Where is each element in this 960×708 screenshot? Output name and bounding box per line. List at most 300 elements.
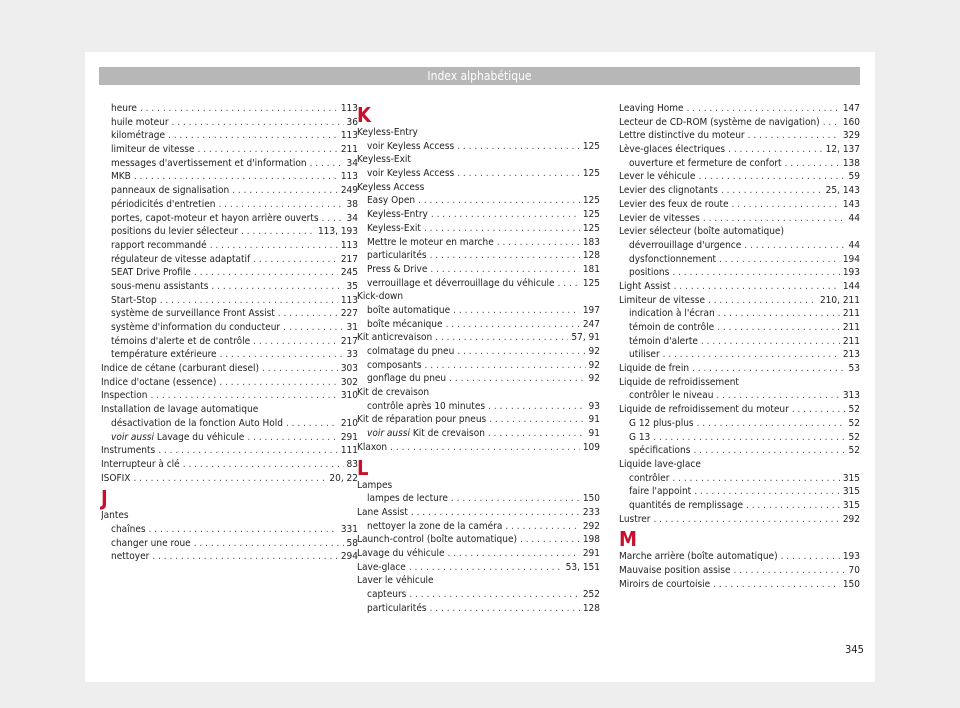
page-ref: 125 bbox=[582, 195, 600, 207]
leader-dots bbox=[409, 588, 580, 602]
leader-dots bbox=[194, 266, 338, 280]
index-entry bbox=[357, 533, 600, 547]
page-ref: 59 bbox=[848, 171, 860, 183]
index-entry bbox=[357, 126, 600, 140]
entry-label: Levier de vitesses bbox=[619, 212, 700, 224]
entry-label: dysfonctionnement bbox=[629, 253, 717, 265]
index-entry bbox=[357, 181, 600, 195]
page-ref: 210 bbox=[340, 417, 358, 429]
index-subentry bbox=[101, 280, 358, 294]
entry-label: Liquide de refroidissement bbox=[619, 376, 739, 388]
leader-dots bbox=[133, 472, 326, 486]
page-ref: 315 bbox=[842, 472, 860, 484]
leader-dots bbox=[411, 506, 580, 520]
entry-label: Lustrer bbox=[619, 513, 651, 525]
page-ref: 91 bbox=[588, 414, 600, 426]
page-ref: 198 bbox=[582, 534, 600, 546]
entry-label: Levier des clignotants bbox=[619, 185, 718, 197]
page-ref: 52 bbox=[848, 417, 860, 429]
page-ref: 310 bbox=[340, 390, 358, 402]
page-ref: 125 bbox=[582, 140, 600, 152]
leader-dots bbox=[732, 198, 840, 212]
page-ref: 294 bbox=[340, 551, 358, 563]
entry-label: Levier des feux de route bbox=[619, 198, 729, 210]
leader-dots bbox=[430, 263, 579, 277]
entry-label: faire l'appoint bbox=[629, 486, 692, 498]
page-ref: 52 bbox=[848, 445, 860, 457]
page-ref: 128 bbox=[582, 602, 600, 614]
index-entry bbox=[619, 362, 860, 376]
page-ref: 329 bbox=[842, 130, 860, 142]
page-ref: 313 bbox=[842, 390, 860, 402]
leader-dots bbox=[457, 167, 580, 181]
index-entry bbox=[619, 184, 860, 198]
index-entry bbox=[357, 290, 600, 304]
index-subentry bbox=[101, 253, 358, 267]
index-subentry bbox=[357, 492, 600, 506]
index-subentry bbox=[101, 417, 358, 431]
entry-label: Liquide de refroidissement du moteur bbox=[619, 404, 789, 416]
page-ref: 227 bbox=[340, 308, 358, 320]
leader-dots bbox=[152, 550, 337, 564]
page-ref: 143 bbox=[842, 198, 860, 210]
index-subentry bbox=[101, 239, 358, 253]
page-ref: 291 bbox=[582, 547, 600, 559]
index-subentry bbox=[101, 550, 358, 564]
entry-label: boîte mécanique bbox=[367, 318, 443, 330]
page-ref: 57, 91 bbox=[571, 332, 600, 344]
index-subentry bbox=[619, 472, 860, 486]
leader-dots bbox=[703, 212, 846, 226]
index-subentry bbox=[101, 225, 358, 239]
entry-label: Keyless-Exit bbox=[367, 222, 421, 234]
leader-dots bbox=[194, 537, 344, 551]
index-entry bbox=[101, 389, 358, 403]
index-entry bbox=[357, 413, 600, 427]
index-subentry bbox=[101, 537, 358, 551]
index-entry bbox=[357, 153, 600, 167]
page-ref: 38 bbox=[346, 198, 358, 210]
index-entry bbox=[101, 472, 358, 486]
page-ref: 315 bbox=[842, 499, 860, 511]
index-entry bbox=[101, 444, 358, 458]
leader-dots bbox=[694, 485, 840, 499]
leader-dots bbox=[497, 236, 580, 250]
entry-label: déverrouillage d'urgence bbox=[629, 239, 742, 251]
entry-label: voir aussi Lavage du véhicule bbox=[111, 431, 245, 443]
leader-dots bbox=[134, 170, 338, 184]
entry-label: Start-Stop bbox=[111, 294, 157, 306]
index-subentry bbox=[357, 263, 600, 277]
entry-label: Kit de réparation pour pneus bbox=[357, 414, 487, 426]
index-entry bbox=[619, 129, 860, 143]
see-also-label: voir aussi bbox=[367, 428, 413, 440]
leader-dots bbox=[158, 444, 338, 458]
entry-label: Lever le véhicule bbox=[619, 171, 696, 183]
page-ref: 233 bbox=[582, 506, 600, 518]
entry-label: Limiteur de vitesse bbox=[619, 294, 705, 306]
index-entry bbox=[357, 479, 600, 493]
leader-dots bbox=[424, 222, 580, 236]
page-ref: 138 bbox=[842, 157, 860, 169]
entry-label: système de surveillance Front Assist bbox=[111, 308, 275, 320]
see-also-label: voir aussi bbox=[111, 431, 157, 443]
leader-dots bbox=[451, 492, 580, 506]
leader-dots bbox=[653, 513, 839, 527]
page-ref: 181 bbox=[582, 263, 600, 275]
page-ref: 211 bbox=[842, 322, 860, 333]
index-section-letter: J bbox=[101, 486, 108, 511]
index-subentry bbox=[357, 277, 600, 291]
entry-label: huile moteur bbox=[111, 116, 169, 128]
leader-dots bbox=[210, 239, 338, 253]
index-entry bbox=[101, 509, 358, 523]
leader-dots bbox=[425, 359, 586, 373]
page-ref: 194 bbox=[842, 253, 860, 265]
index-entry bbox=[619, 143, 860, 157]
leader-dots bbox=[823, 116, 840, 130]
entry-label: témoin de contrôle bbox=[629, 322, 715, 333]
entry-label: colmatage du pneu bbox=[367, 346, 455, 357]
index-subentry bbox=[619, 335, 860, 349]
index-subentry bbox=[357, 249, 600, 263]
leader-dots bbox=[713, 578, 840, 592]
page-ref: 315 bbox=[842, 486, 860, 498]
page-ref: 211 bbox=[842, 335, 860, 347]
leader-dots bbox=[718, 307, 840, 321]
index-section-letter: L bbox=[357, 455, 369, 480]
leader-dots bbox=[253, 253, 338, 267]
leader-dots bbox=[218, 198, 343, 212]
entry-label: voir aussi Kit de crevaison bbox=[367, 428, 485, 440]
leader-dots bbox=[183, 458, 344, 472]
page-ref: 113 bbox=[340, 239, 358, 251]
index-entry bbox=[619, 225, 860, 239]
leader-dots bbox=[262, 362, 338, 376]
entry-label: Indice d'octane (essence) bbox=[101, 376, 217, 388]
entry-label: composants bbox=[367, 359, 422, 371]
index-subentry bbox=[357, 208, 600, 222]
index-subentry bbox=[357, 194, 600, 208]
page-ref: 113, 193 bbox=[317, 226, 358, 238]
page-ref: 58 bbox=[346, 537, 358, 549]
entry-label: particularités bbox=[367, 602, 427, 614]
page-ref: 249 bbox=[340, 185, 358, 197]
leader-dots bbox=[728, 143, 823, 157]
entry-label: Mauvaise position assise bbox=[619, 565, 731, 576]
leader-dots bbox=[430, 249, 580, 263]
entry-label: changer une roue bbox=[111, 537, 191, 549]
index-column-1 bbox=[101, 102, 358, 564]
entry-label: température extérieure bbox=[111, 349, 217, 361]
entry-label: périodicités d'entretien bbox=[111, 198, 216, 210]
entry-label: boîte automatique bbox=[367, 304, 451, 316]
entry-label: contrôler le niveau bbox=[629, 390, 714, 402]
leader-dots bbox=[150, 389, 337, 403]
index-subentry bbox=[101, 523, 358, 537]
entry-label: nettoyer bbox=[111, 551, 150, 563]
leader-dots bbox=[488, 427, 586, 441]
leader-dots bbox=[785, 157, 840, 171]
leader-dots bbox=[160, 294, 338, 308]
index-entry bbox=[619, 102, 860, 116]
page-ref: 113 bbox=[340, 130, 358, 142]
page-ref: 150 bbox=[842, 578, 860, 590]
index-entry bbox=[357, 574, 600, 588]
leader-dots bbox=[672, 472, 839, 486]
page-ref: 92 bbox=[588, 346, 600, 357]
page-ref: 53 bbox=[848, 363, 860, 375]
index-subentry bbox=[357, 588, 600, 602]
index-subentry bbox=[357, 222, 600, 236]
page-ref: 125 bbox=[582, 168, 600, 180]
index-subentry bbox=[357, 318, 600, 332]
entry-label: Kit anticrevaison bbox=[357, 332, 433, 344]
entry-label: Interrupteur à clé bbox=[101, 458, 180, 470]
leader-dots bbox=[746, 499, 840, 513]
leader-dots bbox=[457, 345, 585, 359]
page-ref: 144 bbox=[842, 280, 860, 292]
page-ref: 128 bbox=[582, 250, 600, 262]
index-subentry bbox=[101, 198, 358, 212]
index-subentry bbox=[357, 304, 600, 318]
index-entry bbox=[357, 547, 600, 561]
page-ref: 35 bbox=[346, 280, 358, 292]
index-column-3 bbox=[619, 102, 860, 591]
leader-dots bbox=[435, 331, 568, 345]
entry-label: lampes de lecture bbox=[367, 493, 448, 505]
leader-dots bbox=[488, 400, 585, 414]
leader-dots bbox=[172, 116, 344, 130]
page-ref: 303 bbox=[340, 363, 358, 375]
page-ref: 12, 137 bbox=[825, 144, 860, 156]
entry-label: Jantes bbox=[101, 510, 129, 522]
leader-dots bbox=[390, 441, 580, 455]
entry-label: Launch-control (boîte automatique) bbox=[357, 534, 517, 546]
index-entry bbox=[619, 458, 860, 472]
entry-label: Lampes bbox=[357, 479, 393, 491]
index-subentry bbox=[101, 170, 358, 184]
index-subentry bbox=[101, 307, 358, 321]
page-ref: 245 bbox=[340, 267, 358, 279]
entry-label: messages d'avertissement et d'information bbox=[111, 157, 307, 169]
page-ref: 213 bbox=[842, 349, 860, 361]
entry-label: Lecteur de CD-ROM (système de navigation) bbox=[619, 116, 820, 128]
page-ref: 111 bbox=[340, 445, 358, 457]
entry-label: contrôle après 10 minutes bbox=[367, 400, 486, 412]
entry-label: Easy Open bbox=[367, 195, 416, 207]
index-subentry bbox=[619, 239, 860, 253]
entry-label: spécifications bbox=[629, 445, 691, 457]
entry-label: Keyless-Entry bbox=[357, 127, 418, 138]
entry-label: voir Keyless Access bbox=[367, 168, 455, 180]
page-ref: 125 bbox=[582, 209, 600, 221]
index-subentry bbox=[101, 102, 358, 116]
leader-dots bbox=[698, 170, 845, 184]
leader-dots bbox=[674, 280, 840, 294]
page-ref: 211 bbox=[842, 308, 860, 320]
index-entry bbox=[619, 376, 860, 390]
index-subentry bbox=[357, 359, 600, 373]
page-ref: 217 bbox=[340, 253, 358, 265]
page-ref: 31 bbox=[346, 322, 358, 333]
leader-dots bbox=[431, 208, 580, 222]
index-subentry bbox=[357, 520, 600, 534]
index-subentry bbox=[619, 444, 860, 458]
page-ref: 291 bbox=[340, 431, 358, 443]
leader-dots bbox=[418, 194, 580, 208]
leader-dots bbox=[721, 184, 823, 198]
index-subentry bbox=[619, 485, 860, 499]
page-ref: 302 bbox=[340, 376, 358, 388]
entry-label: Miroirs de courtoisie bbox=[619, 578, 711, 590]
entry-label: Liquide lave-glace bbox=[619, 458, 701, 470]
entry-label: ISOFIX bbox=[101, 472, 131, 484]
entry-label: portes, capot-moteur et hayon arrière ouverts bbox=[111, 212, 319, 224]
leader-dots bbox=[672, 266, 840, 280]
leader-dots bbox=[792, 403, 846, 417]
index-entry bbox=[619, 550, 860, 564]
leader-dots bbox=[697, 417, 846, 431]
page-header: Index alphabétique bbox=[99, 67, 860, 85]
index-column-2 bbox=[357, 102, 600, 615]
entry-label: panneaux de signalisation bbox=[111, 185, 230, 197]
page-ref: 247 bbox=[582, 318, 600, 330]
page-ref: 36 bbox=[346, 116, 358, 128]
entry-label: désactivation de la fonction Auto Hold bbox=[111, 417, 283, 429]
entry-label: kilométrage bbox=[111, 130, 165, 142]
leader-dots bbox=[781, 550, 840, 564]
page-ref: 93 bbox=[588, 400, 600, 412]
leader-dots bbox=[310, 157, 344, 171]
index-entry bbox=[619, 212, 860, 226]
index-subentry bbox=[619, 417, 860, 431]
entry-label: régulateur de vitesse adaptatif bbox=[111, 253, 251, 265]
leader-dots bbox=[558, 277, 580, 291]
leader-dots bbox=[687, 102, 840, 116]
index-subentry bbox=[619, 389, 860, 403]
entry-label: Levier sélecteur (boîte automatique) bbox=[619, 226, 784, 238]
page-ref: 113 bbox=[340, 294, 358, 306]
leader-dots bbox=[241, 225, 315, 239]
index-entry bbox=[357, 506, 600, 520]
entry-label: sous-menu assistants bbox=[111, 280, 209, 292]
entry-label: Liquide de frein bbox=[619, 363, 690, 375]
entry-label: voir Keyless Access bbox=[367, 140, 455, 152]
page-ref: 33 bbox=[346, 349, 358, 361]
entry-label: Instruments bbox=[101, 445, 156, 457]
page-number: 345 bbox=[845, 643, 864, 656]
index-entry bbox=[619, 116, 860, 130]
page-ref: 292 bbox=[582, 520, 600, 532]
entry-label: Indice de cétane (carburant diesel) bbox=[101, 363, 259, 375]
index-subentry bbox=[101, 143, 358, 157]
page-ref: 210, 211 bbox=[819, 294, 860, 306]
entry-label: Lettre distinctive du moteur bbox=[619, 130, 745, 142]
entry-label: Klaxon bbox=[357, 441, 388, 453]
leader-dots bbox=[149, 523, 338, 537]
index-subentry bbox=[619, 157, 860, 171]
entry-label: nettoyer la zone de la caméra bbox=[367, 520, 503, 532]
entry-label: Mettre le moteur en marche bbox=[367, 236, 494, 248]
page-ref: 331 bbox=[340, 523, 358, 535]
entry-label: Laver le véhicule bbox=[357, 575, 434, 587]
entry-label: témoin d'alerte bbox=[629, 335, 698, 347]
entry-label: Inspection bbox=[101, 390, 148, 402]
page-ref: 193 bbox=[842, 551, 860, 563]
index-subentry bbox=[357, 372, 600, 386]
index-subentry bbox=[357, 236, 600, 250]
entry-label: Lave-glace bbox=[357, 561, 406, 573]
entry-label: Light Assist bbox=[619, 280, 671, 292]
page-ref: 113 bbox=[340, 103, 358, 114]
entry-label: capteurs bbox=[367, 589, 407, 600]
index-entry bbox=[357, 441, 600, 455]
leader-dots bbox=[232, 184, 338, 198]
index-entry bbox=[619, 294, 860, 308]
index-subentry bbox=[101, 129, 358, 143]
entry-label: système d'information du conducteur bbox=[111, 322, 281, 333]
index-entry bbox=[101, 458, 358, 472]
page-ref: 197 bbox=[582, 304, 600, 316]
index-entry bbox=[619, 403, 860, 417]
index-entry bbox=[357, 561, 600, 575]
index-subentry bbox=[101, 157, 358, 171]
entry-label: limiteur de vitesse bbox=[111, 144, 195, 156]
page-ref: 160 bbox=[842, 116, 860, 128]
page-ref: 20, 22 bbox=[329, 472, 358, 484]
entry-label: particularités bbox=[367, 250, 427, 262]
entry-label: Keyless-Exit bbox=[357, 154, 411, 166]
entry-label: SEAT Drive Profile bbox=[111, 267, 191, 279]
index-subentry bbox=[619, 499, 860, 513]
entry-label: utiliser bbox=[629, 349, 660, 361]
index-subentry bbox=[357, 140, 600, 154]
leader-dots bbox=[663, 348, 840, 362]
leader-dots bbox=[505, 520, 579, 534]
entry-label: G 12 plus-plus bbox=[629, 417, 694, 429]
leader-dots bbox=[453, 304, 580, 318]
entry-label: gonflage du pneu bbox=[367, 373, 447, 385]
index-section-letter: K bbox=[357, 103, 371, 127]
entry-label: G 13 bbox=[629, 431, 651, 443]
page-ref: 92 bbox=[588, 373, 600, 385]
leader-dots bbox=[744, 239, 845, 253]
index-subentry bbox=[357, 427, 600, 441]
entry-label: Keyless Access bbox=[357, 181, 425, 193]
index-subentry bbox=[619, 253, 860, 267]
page-ref: 92 bbox=[588, 359, 600, 371]
entry-label: Kick-down bbox=[357, 291, 404, 303]
leader-dots bbox=[449, 372, 585, 386]
entry-label: MKB bbox=[111, 171, 131, 183]
index-subentry bbox=[101, 431, 358, 445]
leader-dots bbox=[734, 564, 846, 578]
entry-label: quantités de remplissage bbox=[629, 499, 743, 511]
page-ref: 193 bbox=[842, 267, 860, 279]
entry-label: chaînes bbox=[111, 523, 146, 535]
page-ref: 113 bbox=[340, 171, 358, 183]
leader-dots bbox=[693, 444, 845, 458]
index-subentry bbox=[101, 321, 358, 335]
index-entry bbox=[619, 578, 860, 592]
index-entry bbox=[619, 564, 860, 578]
index-subentry bbox=[101, 116, 358, 130]
leader-dots bbox=[286, 417, 338, 431]
index-subentry bbox=[619, 321, 860, 335]
index-subentry bbox=[101, 335, 358, 349]
page-ref: 91 bbox=[588, 428, 600, 440]
